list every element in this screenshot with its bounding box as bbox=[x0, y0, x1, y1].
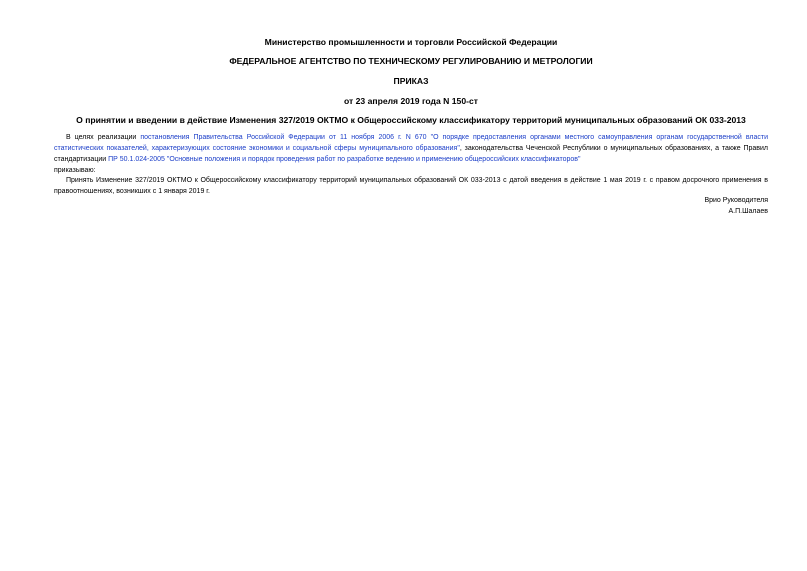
ministry-name: Министерство промышленности и торговли Российской Федерации bbox=[264, 37, 558, 47]
document-page bbox=[54, 0, 768, 571]
order-word: приказываю: bbox=[54, 167, 96, 174]
signature-name: А.П.Шалаев bbox=[728, 208, 768, 215]
government-decree-link[interactable]: постановления Правительства Российской Федерации от 11 ноября 2006 г. N 670 "О порядке предоставления органами местного самоуправления органам государственной власти статистических показателей, характеризующих состояние экономики и социальной сферы муниципального образования" bbox=[54, 134, 768, 152]
order-paragraph: Принять Изменение 327/2019 ОКТМО к Общероссийскому классификатору территорий муниципальных образований ОК 033-2013 с датой введения в действие 1 мая 2019 г. с правом досрочного применения в правоотношениях, возникших с 1 января 2019 г. bbox=[54, 177, 768, 195]
document-title: О принятии и введении в действие Изменения 327/2019 ОКТМО к Общероссийскому классификатору территорий муниципальных образований ОК 033-2013 bbox=[76, 115, 746, 125]
preamble-middle: , законодательства Чеченской Республики о муниципальных образованиях, а также Правил стандартизации bbox=[54, 145, 768, 163]
standardization-rules-link[interactable]: ПР 50.1.024-2005 "Основные положения и порядок проведения работ по разработке ведению и применению общероссийских классификаторов" bbox=[108, 156, 581, 163]
document-date-number: от 23 апреля 2019 года N 150-ст bbox=[344, 96, 478, 106]
signature-position: Врио Руководителя bbox=[704, 197, 768, 204]
preamble-lead: В целях реализации bbox=[66, 134, 137, 141]
document-type: ПРИКАЗ bbox=[393, 76, 429, 86]
agency-name: ФЕДЕРАЛЬНОЕ АГЕНТСТВО ПО ТЕХНИЧЕСКОМУ РЕГУЛИРОВАНИЮ И МЕТРОЛОГИИ bbox=[229, 56, 593, 66]
preamble-paragraph bbox=[54, 132, 768, 165]
